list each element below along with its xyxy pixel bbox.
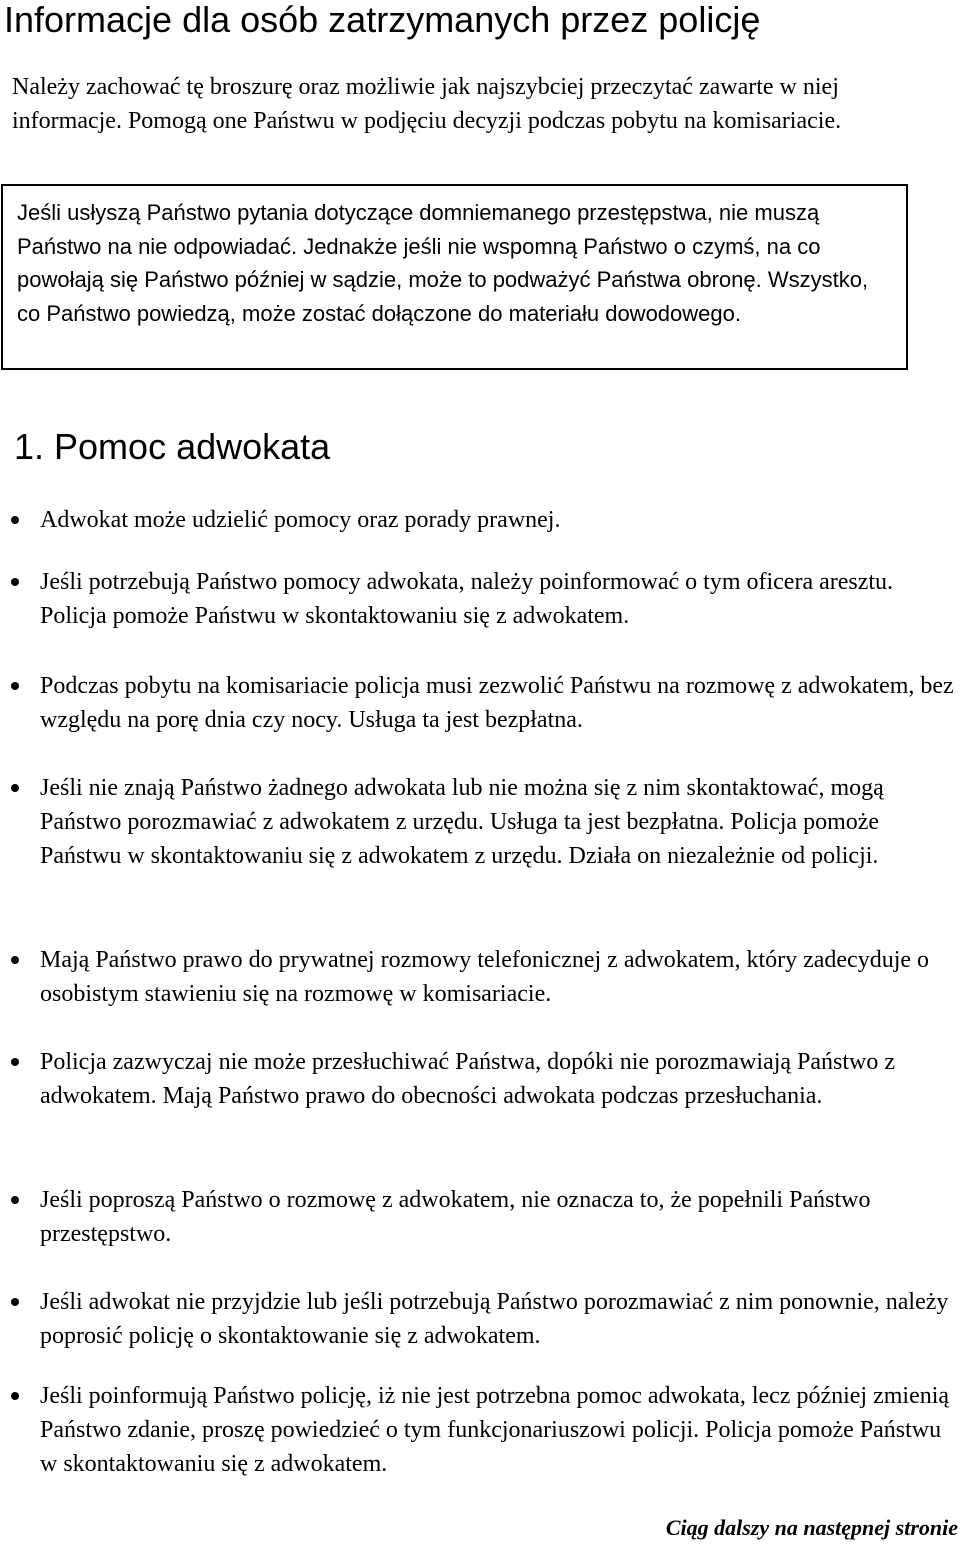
list-item-text: Podczas pobytu na komisariacie policja musi zezwolić Państwu na rozmowę z adwokatem, bez względu na porę dnia czy nocy. Usługa ta jest bezpłatna.: [40, 673, 954, 733]
list-item: [40, 943, 958, 1011]
continuation-note: Ciąg dalszy na następnej stronie: [665, 1515, 958, 1540]
list-item-text: Jeśli poproszą Państwo o rozmowę z adwokatem, nie oznacza to, że popełnili Państwo przestępstwo.: [40, 1187, 871, 1247]
bullet-icon: [11, 956, 19, 964]
notice-text: Jeśli usłyszą Państwo pytania dotyczące domniemanego przestępstwa, nie muszą Państwo na nie odpowiadać. Jednakże jeśli nie wspomną Państwo o czymś, na co powołają się Państwo później w sądzie, może to podważyć Państwa obronę. Wszystko, co Państwo powiedzą, może zostać dołączone do materiału dowodowego.: [17, 200, 869, 326]
list-item-text: Policja zazwyczaj nie może przesłuchiwać Państwa, dopóki nie porozmawiają Państwo z adwokatem. Mają Państwo prawo do obecności adwokata podczas przesłuchania.: [40, 1049, 896, 1109]
bullet-icon: [11, 784, 19, 792]
list-item: [40, 771, 958, 873]
notice-box: [1, 184, 908, 370]
list-item-text: Mają Państwo prawo do prywatnej rozmowy telefonicznej z adwokatem, który zadecyduje o osobistym stawieniu się na rozmowę w komisariacie.: [40, 947, 930, 1007]
list-item: [40, 503, 958, 537]
bullet-icon: [11, 1298, 19, 1306]
list-item-text: Jeśli adwokat nie przyjdzie lub jeśli potrzebują Państwo porozmawiać z nim ponownie, należy poprosić policję o skontaktowanie się z adwokatem.: [40, 1289, 949, 1349]
list-item: [40, 669, 958, 737]
list-item: [40, 1285, 958, 1353]
bullet-icon: [11, 578, 19, 586]
list-item-text: Adwokat może udzielić pomocy oraz porady prawnej.: [40, 507, 561, 533]
section-heading: 1. Pomoc adwokata: [14, 426, 331, 467]
page-title: Informacje dla osób zatrzymanych przez policję: [4, 0, 761, 40]
list-item: [40, 1183, 958, 1251]
list-item: [40, 1045, 958, 1113]
list-item: [40, 1379, 958, 1481]
intro-paragraph: Należy zachować tę broszurę oraz możliwie jak najszybciej przeczytać zawarte w niej informacje. Pomogą one Państwu w podjęciu decyzji podczas pobytu na komisariacie.: [12, 74, 842, 134]
bullet-icon: [11, 682, 19, 690]
bullet-icon: [11, 1392, 19, 1400]
list-item-text: Jeśli poinformują Państwo policję, iż nie jest potrzebna pomoc adwokata, lecz później zmienią Państwo zdanie, proszę powiedzieć o tym funkcjonariuszowi policji. Policja pomoże Państwu w skontaktowaniu się z adwokatem.: [40, 1383, 950, 1477]
bullet-icon: [11, 516, 19, 524]
bullet-icon: [11, 1196, 19, 1204]
list-item-text: Jeśli nie znają Państwo żadnego adwokata lub nie można się z nim skontaktować, mogą Państwo porozmawiać z adwokatem z urzędu. Usługa ta jest bezpłatna. Policja pomoże Państwu w skontaktowaniu się z adwokatem z urzędu. Działa on niezależnie od policji.: [40, 775, 884, 869]
list-item: [40, 565, 958, 633]
bullet-icon: [11, 1058, 19, 1066]
list-item-text: Jeśli potrzebują Państwo pomocy adwokata, należy poinformować o tym oficera aresztu. Policja pomoże Państwu w skontaktowaniu się z adwokatem.: [40, 569, 894, 629]
